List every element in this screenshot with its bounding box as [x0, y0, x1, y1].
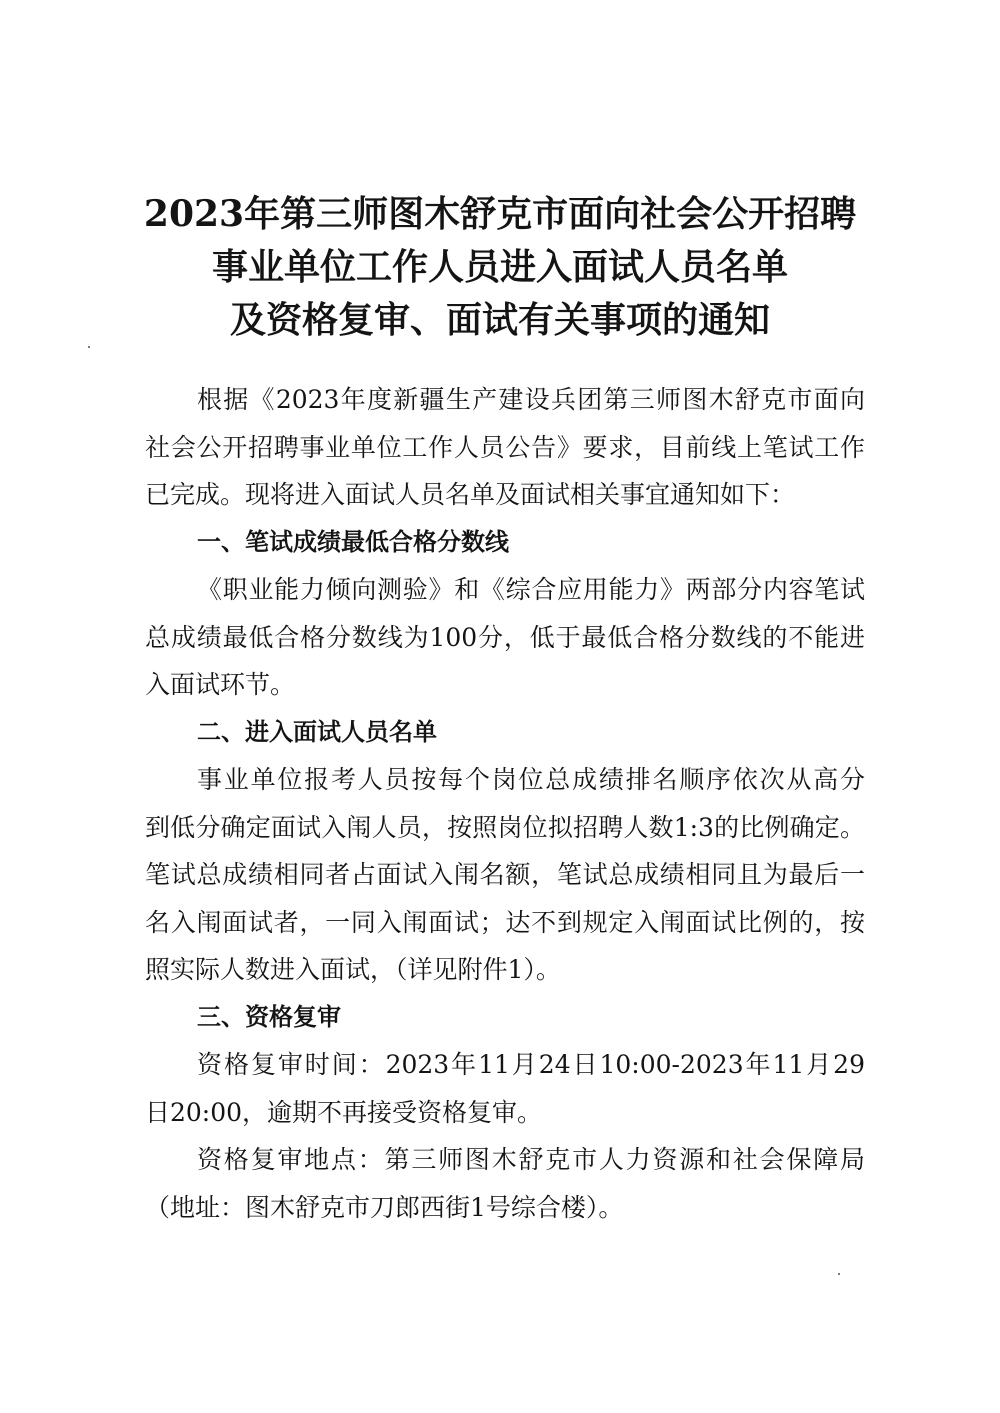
- paragraph-line: 事业单位报考人员按每个岗位总成绩排名顺序依次从高分: [197, 765, 865, 794]
- title-line-2: 事业单位工作人员进入面试人员名单: [211, 246, 788, 288]
- paragraph-line: 资格复审地点：第三师图木舒克市人力资源和社会保障局: [197, 1145, 865, 1174]
- paragraph-line: 名入闱面试者，一同入闱面试；达不到规定入闱面试比例的，按: [145, 907, 865, 937]
- intro-paragraph: [145, 376, 865, 519]
- section2-paragraph: [145, 756, 865, 994]
- title-line-3: 及资格复审、面试有关事项的通知: [229, 299, 770, 341]
- paragraph-line: 笔试总成绩相同者占面试入闱名额，笔试总成绩相同且为最后一: [145, 860, 865, 889]
- document-title: [80, 188, 920, 347]
- scan-speck: [88, 346, 90, 348]
- paragraph-line: 已完成。现将进入面试人员名单及面试相关事宜通知如下：: [145, 480, 796, 509]
- scan-speck: [838, 1273, 840, 1275]
- paragraph-line: 社会公开招聘事业单位工作人员公告》要求，目前线上笔试工作: [145, 432, 865, 462]
- review-place-paragraph: [145, 1136, 865, 1231]
- paragraph-line: 总成绩最低合格分数线为100分，低于最低合格分数线的不能进: [145, 622, 865, 652]
- section1-paragraph: [145, 566, 865, 709]
- title-line-1: 2023年第三师图木舒克市面向社会公开招聘: [143, 193, 857, 235]
- paragraph-line: 到低分确定面试入闱人员，按照岗位拟招聘人数1:3的比例确定。: [145, 812, 865, 842]
- paragraph-line: 入面试环节。: [145, 670, 296, 699]
- paragraph-line: 资格复审时间：2023年11月24日10:00-2023年11月29: [197, 1050, 865, 1079]
- section-heading-2: 二、进入面试人员名单: [197, 717, 437, 746]
- review-time-paragraph: [145, 1041, 865, 1136]
- section-heading-3: 三、资格复审: [197, 1002, 341, 1031]
- paragraph-line: 《职业能力倾向测验》和《综合应用能力》两部分内容笔试: [197, 575, 865, 604]
- paragraph-line: 根据《2023年度新疆生产建设兵团第三师图木舒克市面向: [197, 385, 865, 414]
- paragraph-line: 日20:00，逾期不再接受资格复审。: [145, 1097, 543, 1127]
- document-body: [145, 376, 865, 1231]
- paragraph-line: 照实际人数进入面试，（详见附件1）。: [145, 955, 561, 984]
- section-heading-1: 一、笔试成绩最低合格分数线: [197, 527, 509, 556]
- paragraph-line: （地址：图木舒克市刀郎西街1号综合楼）。: [145, 1192, 624, 1222]
